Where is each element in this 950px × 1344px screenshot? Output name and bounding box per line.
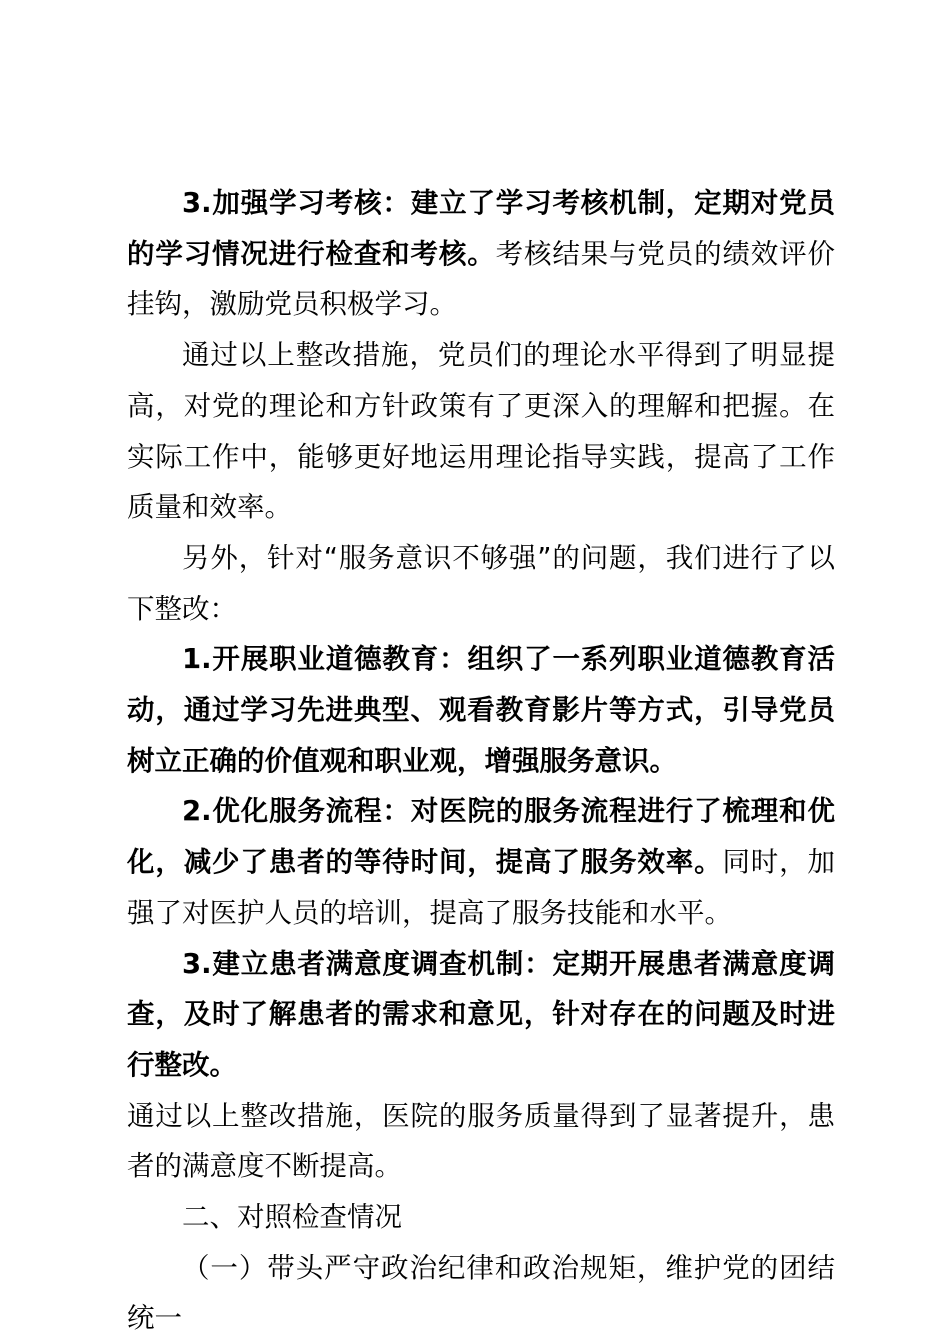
paragraph-service-summary bbox=[127, 1091, 835, 1192]
paragraph-text: 通过以上整改措施，医院的服务质量得到了显著提升，患者的满意度不断提高。 bbox=[127, 1099, 835, 1183]
paragraph-ethics-education bbox=[127, 634, 835, 786]
subsection-heading bbox=[127, 1243, 835, 1344]
paragraph-bold-text: 3.建立患者满意度调查机制：定期开展患者满意度调查，及时了解患者的需求和意见，针对存在的问题及时进行整改。 bbox=[127, 947, 835, 1081]
paragraph-optimize-process bbox=[127, 786, 835, 938]
paragraph-text: 考核结果与党员的绩效评价挂钩，激励党员积极学习。 bbox=[127, 237, 836, 321]
paragraph-service-intro bbox=[127, 533, 835, 634]
section-heading bbox=[127, 1192, 835, 1243]
paragraph-text: 同时，加强了对医护人员的培训，提高了服务技能和水平。 bbox=[127, 846, 835, 929]
paragraph-study-assessment bbox=[127, 178, 835, 330]
paragraph-text: 通过以上整改措施，党员们的理论水平得到了明显提高，对党的理论和方针政策有了更深入的理解和把握。在实际工作中，能够更好地运用理论指导实践，提高了工作质量和效率。 bbox=[127, 339, 835, 524]
paragraph-text: 另外，针对“服务意识不够强”的问题，我们进行了以下整改： bbox=[127, 541, 835, 625]
paragraph-bold-text: 3.加强学习考核：建立了学习考核机制，定期对党员的学习情况进行检查和考核。 bbox=[127, 187, 835, 270]
paragraph-theory-summary bbox=[127, 330, 835, 533]
document-page bbox=[127, 178, 835, 1344]
subsection-heading-text: （一）带头严守政治纪律和政治规矩，维护党的团结统一 bbox=[127, 1251, 835, 1335]
paragraph-bold-text: 1.开展职业道德教育：组织了一系列职业道德教育活动，通过学习先进典型、观看教育影片等方式，引导党员树立正确的价值观和职业观，增强服务意识。 bbox=[127, 643, 835, 777]
paragraph-bold-text: 2.优化服务流程：对医院的服务流程进行了梳理和优化，减少了患者的等待时间，提高了服务效率。 bbox=[127, 795, 835, 879]
paragraph-satisfaction-survey bbox=[127, 939, 835, 1091]
section-heading-text: 二、对照检查情况 bbox=[182, 1201, 402, 1234]
